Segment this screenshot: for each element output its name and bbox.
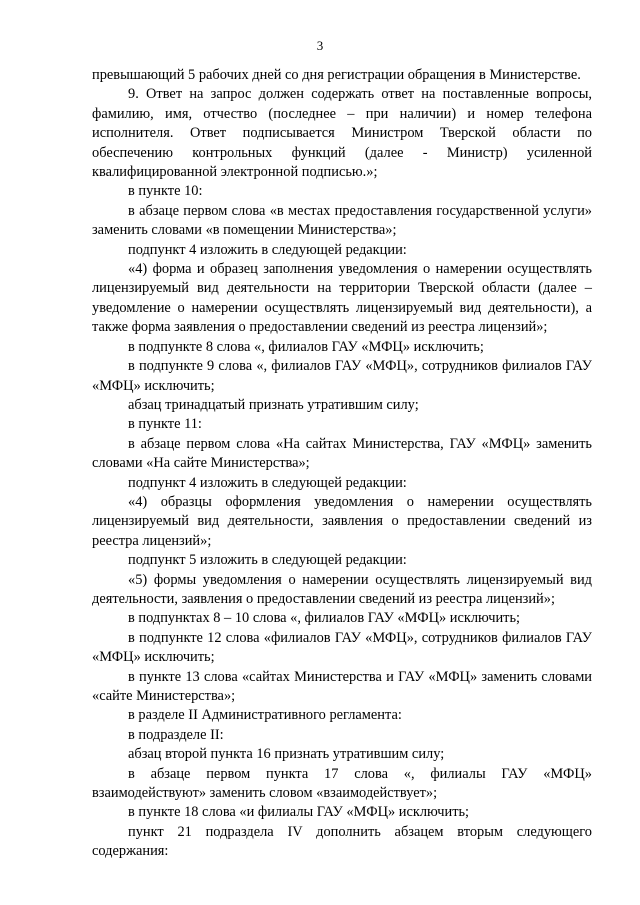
document-body xyxy=(92,66,592,862)
paragraph-4: в абзаце первом слова «в местах предоставления государственной услуги» заменить словами «в помещении Министерства»; xyxy=(92,202,592,239)
paragraph-23: в пункте 18 слова «и филиалы ГАУ «МФЦ» исключить; xyxy=(128,804,470,821)
paragraph-20: в подразделе II: xyxy=(128,726,224,743)
page-number: 3 xyxy=(316,38,324,53)
paragraph-17: в подпункте 12 слова «филиалов ГАУ «МФЦ», сотрудников филиалов ГАУ «МФЦ» исключить; xyxy=(92,629,592,666)
paragraph-16: в подпунктах 8 – 10 слова «, филиалов ГАУ «МФЦ» исключить; xyxy=(128,610,521,627)
paragraph-13: «4) образцы оформления уведомления о намерении осуществлять лицензируемый вид деятельности, заявления о предоставлении сведений из реестра лицензий»; xyxy=(92,493,592,549)
paragraph-21: абзац второй пункта 16 признать утратившим силу; xyxy=(128,746,445,763)
paragraph-10: в пункте 11: xyxy=(128,416,202,433)
paragraph-8: в подпункте 9 слова «, филиалов ГАУ «МФЦ», сотрудников филиалов ГАУ «МФЦ» исключить; xyxy=(92,358,592,394)
paragraph-15: «5) формы уведомления о намерении осуществлять лицензируемый вид деятельности, заявления о предоставлении сведений из реестра лицензий»; xyxy=(92,571,592,607)
paragraph-7: в подпункте 8 слова «, филиалов ГАУ «МФЦ» исключить; xyxy=(128,338,484,355)
paragraph-1: превышающий 5 рабочих дней со дня регистрации обращения в Министерстве. xyxy=(92,67,581,83)
paragraph-11: в абзаце первом слова «На сайтах Министерства, ГАУ «МФЦ» заменить словами «На сайте Министерства»; xyxy=(92,435,592,472)
paragraph-3: в пункте 10: xyxy=(128,183,203,200)
paragraph-6: «4) форма и образец заполнения уведомления о намерении осуществлять лицензируемый вид деятельности на территории Тверской области (далее – уведомление о намерении осуществлять лицензируемый вид деятельности), а также форма заявления о предоставлении сведений из реестра лицензий»; xyxy=(92,261,592,336)
paragraph-18: в пункте 13 слова «сайтах Министерства и ГАУ «МФЦ» заменить словами «сайте Министерства»; xyxy=(92,668,592,704)
paragraph-24: пункт 21 подраздела IV дополнить абзацем вторым следующего содержания: xyxy=(92,823,592,860)
paragraph-12: подпункт 4 изложить в следующей редакции: xyxy=(128,474,407,491)
paragraph-14: подпункт 5 изложить в следующей редакции: xyxy=(128,552,407,569)
paragraph-19: в разделе II Административного регламента: xyxy=(128,707,402,724)
paragraph-9: абзац тринадцатый признать утратившим силу; xyxy=(128,396,419,413)
paragraph-5: подпункт 4 изложить в следующей редакции: xyxy=(128,241,407,258)
paragraph-2: 9. Ответ на запрос должен содержать ответ на поставленные вопросы, фамилию, имя, отчество (последнее – при наличии) и номер телефона исполнителя. Ответ подписывается Министром Тверской области по обеспечению контрольных функций (далее - Министр) усиленной квалифицированной электронной подписью.»; xyxy=(92,86,592,181)
paragraph-22: в абзаце первом пункта 17 слова «, филиалы ГАУ «МФЦ» взаимодействуют» заменить словом «взаимодействует»; xyxy=(92,765,592,802)
